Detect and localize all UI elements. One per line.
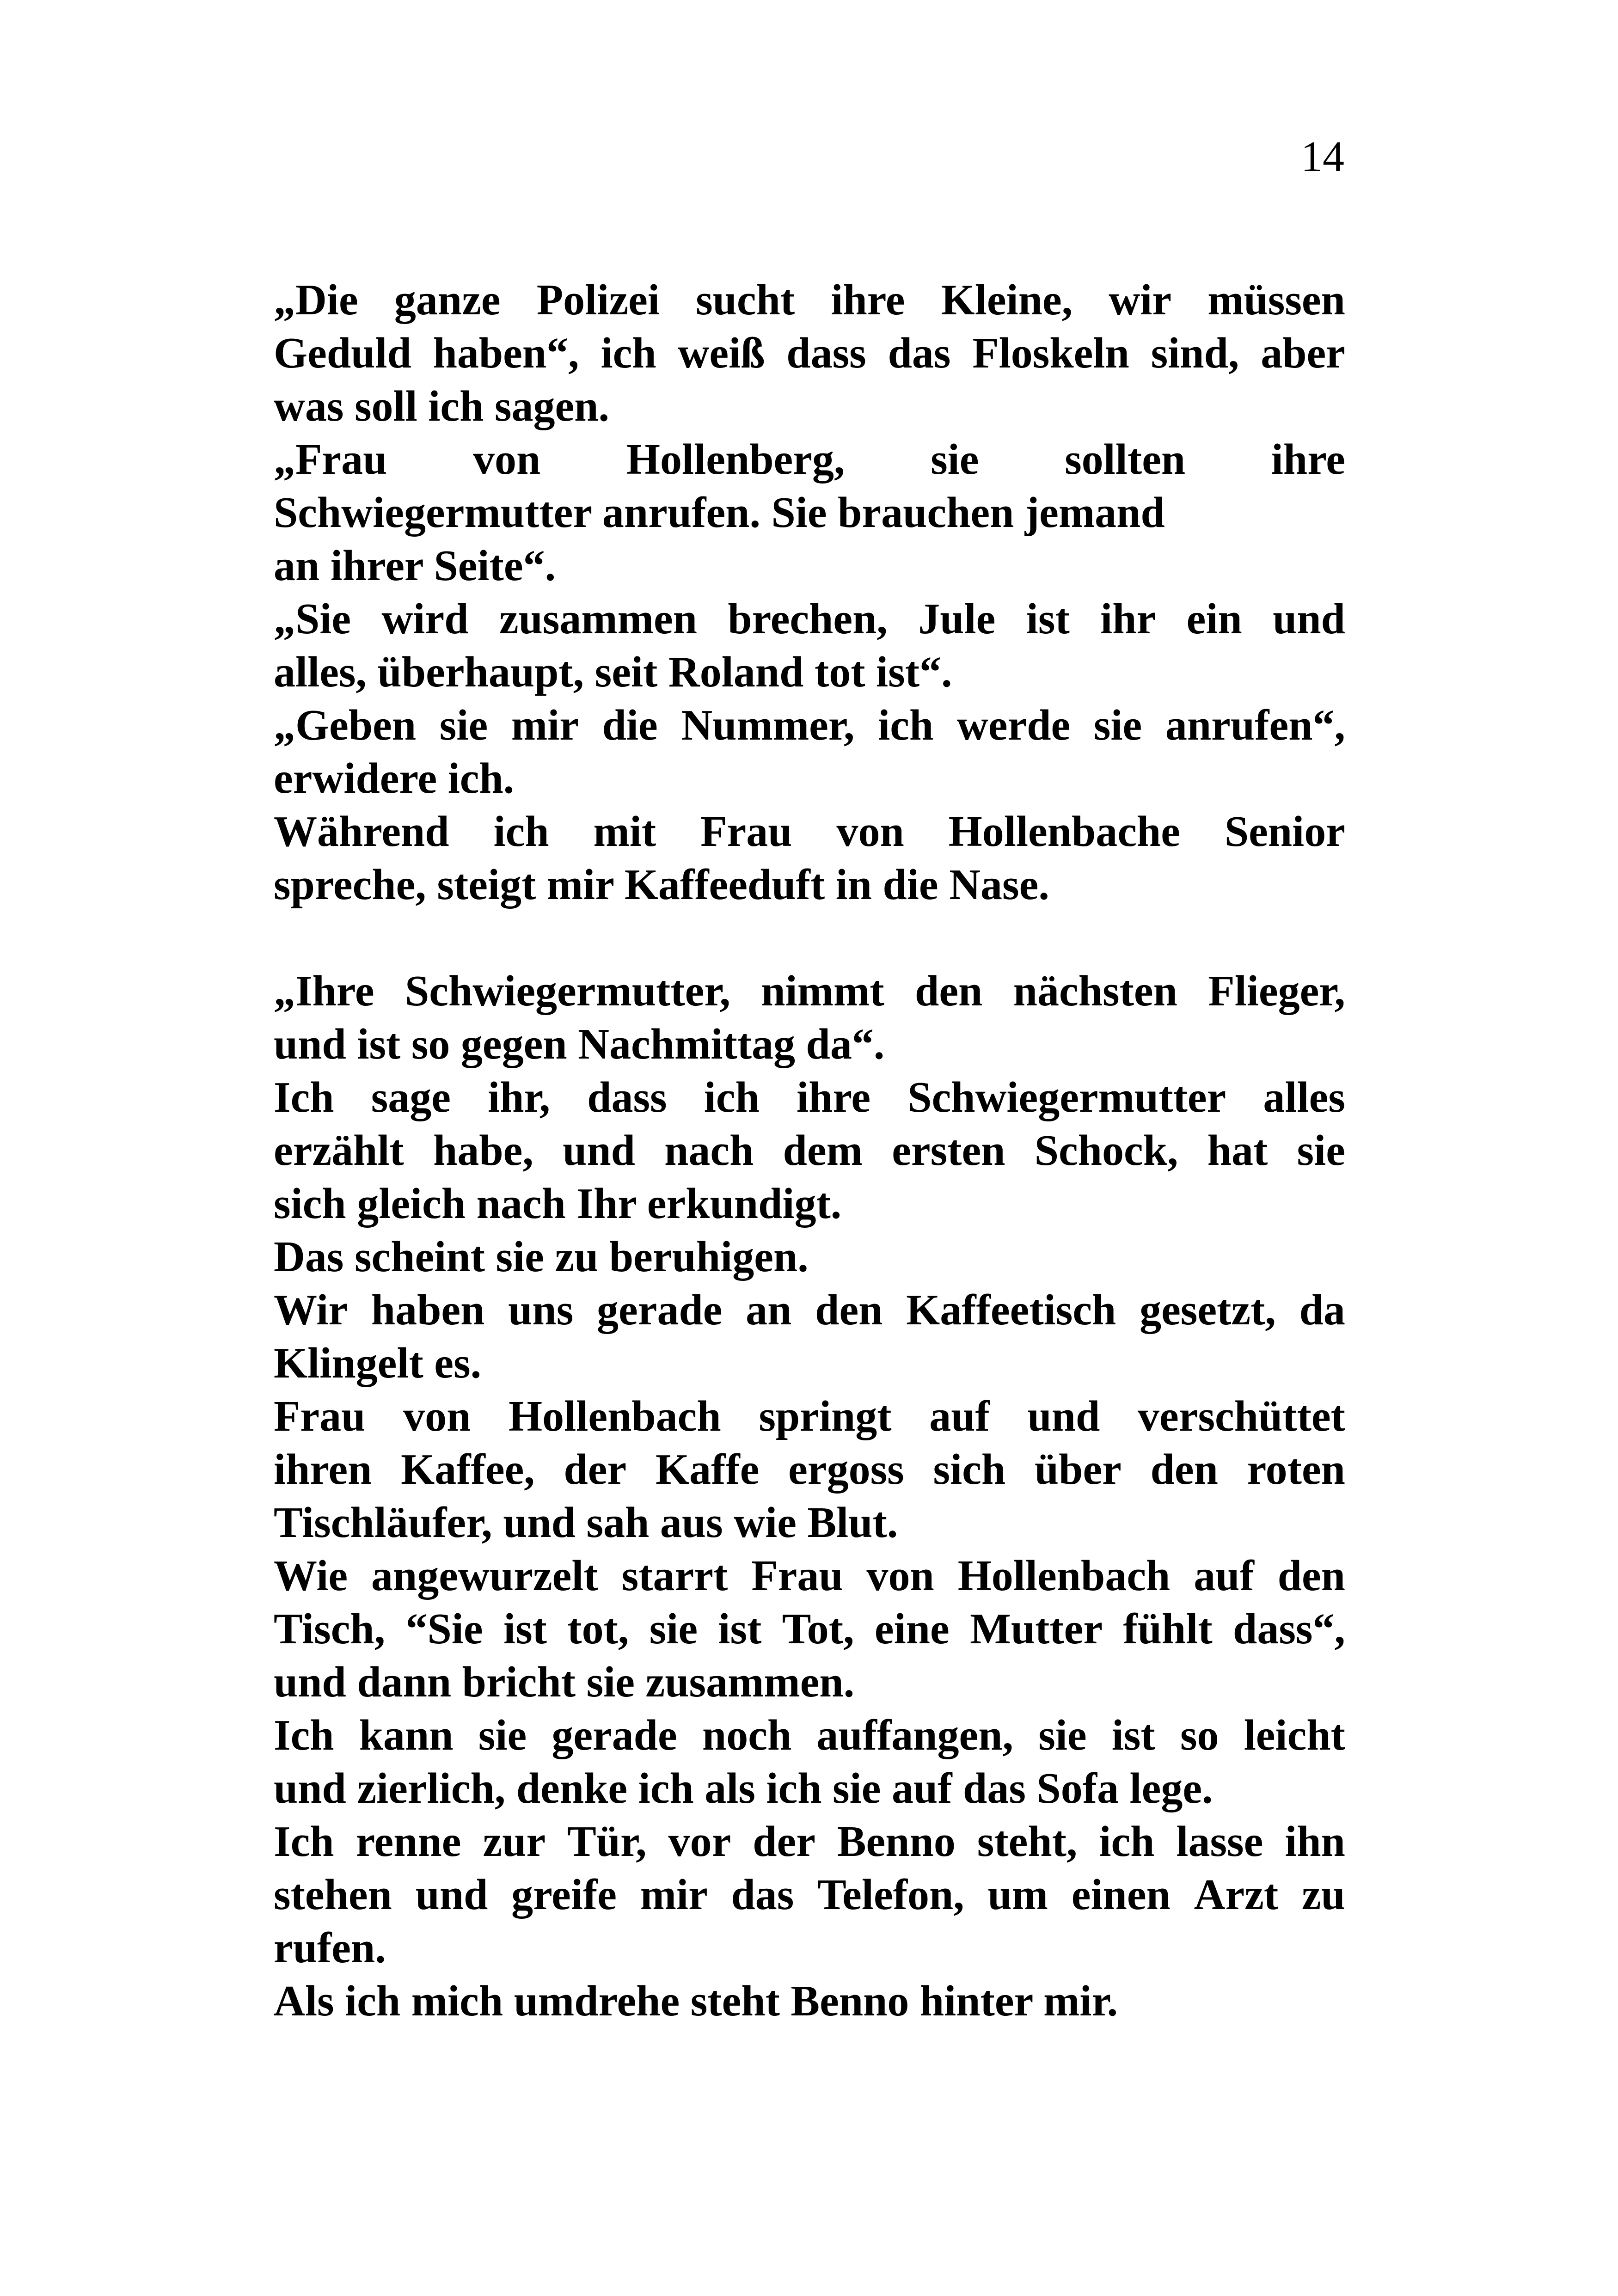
paragraph (274, 1284, 1345, 1390)
text-line: und ist so gegen Nachmittag da“. (274, 1020, 885, 1068)
word: ihr, (488, 1073, 551, 1121)
word: und (563, 1127, 635, 1175)
word: ihren (274, 1445, 372, 1494)
word: Jule (918, 595, 996, 643)
text-line: was soll ich sagen. (274, 382, 609, 430)
word: leicht (1244, 1711, 1345, 1759)
text-line (274, 593, 1345, 646)
word: sage (371, 1073, 451, 1121)
word: ist (1111, 1711, 1155, 1759)
paragraph (274, 1231, 1345, 1284)
word: aber (1261, 329, 1345, 377)
word: sie (1038, 1711, 1087, 1759)
text-line (274, 1443, 1345, 1496)
page-number: 14 (1301, 133, 1344, 181)
word: sie (649, 1605, 698, 1653)
text-line (274, 1815, 1345, 1868)
paragraph (274, 433, 1345, 593)
word: Arzt (1194, 1871, 1279, 1919)
word: brechen, (728, 595, 888, 643)
word: zusammen (499, 595, 698, 643)
word: ist (718, 1605, 762, 1653)
word: sollten (1065, 435, 1186, 484)
text-line (274, 327, 1345, 380)
paragraph (274, 965, 1345, 1071)
word: starrt (621, 1552, 728, 1600)
word: auf (1194, 1552, 1254, 1600)
word: sie (931, 435, 979, 484)
word: “Sie (405, 1605, 483, 1653)
word: Ich (274, 1711, 334, 1759)
word: sich (933, 1445, 1006, 1494)
word: und (1273, 595, 1345, 643)
word: Flieger, (1208, 967, 1345, 1015)
paragraph (274, 1975, 1345, 2028)
word: Tot, (782, 1605, 854, 1653)
word: von (473, 435, 541, 484)
word: Hollenberg, (626, 435, 845, 484)
word: ihre (796, 1073, 871, 1121)
word: der (564, 1445, 627, 1494)
text-line (274, 965, 1345, 1018)
word: dem (783, 1127, 863, 1175)
word: verschüttet (1138, 1392, 1345, 1440)
text-line (274, 1390, 1345, 1443)
word: uns (508, 1286, 574, 1334)
word: und (415, 1871, 488, 1919)
paragraph (274, 593, 1345, 699)
word: den (1150, 1445, 1218, 1494)
word: ein (1186, 595, 1242, 643)
word: Frau (700, 808, 792, 856)
word: Schwiegermutter (907, 1073, 1226, 1121)
word: nächsten (1013, 967, 1177, 1015)
word: erzählt (274, 1127, 404, 1175)
text-line (274, 1284, 1345, 1337)
word: mit (593, 808, 656, 856)
word: kann (359, 1711, 454, 1759)
word: wir (1109, 276, 1172, 324)
word: auf (929, 1392, 990, 1440)
word: habe, (433, 1127, 533, 1175)
text-line: Klingelt es. (274, 1339, 482, 1387)
word: gesetzt, (1140, 1286, 1276, 1334)
word: Frau (274, 1392, 366, 1440)
word: Hollenbache (948, 808, 1180, 856)
word: ihr (1100, 595, 1156, 643)
word: sind, (1151, 329, 1239, 377)
word: haben“, (433, 329, 579, 377)
word: so (1180, 1711, 1219, 1759)
word: ich (704, 1073, 760, 1121)
word: da (1299, 1286, 1345, 1334)
word: ihre (1271, 435, 1345, 484)
word: „Geben (274, 701, 417, 749)
word: den (1277, 1552, 1345, 1600)
word: auffangen, (816, 1711, 1014, 1759)
paragraph (274, 1815, 1345, 1975)
text-line: und zierlich, denke ich als ich sie auf das Sofa lege. (274, 1764, 1213, 1812)
word: Tür, (567, 1818, 647, 1866)
word: roten (1247, 1445, 1345, 1494)
word: Telefon, (817, 1871, 964, 1919)
word: Ich (274, 1818, 334, 1866)
paragraph (274, 805, 1345, 912)
word: von (836, 808, 904, 856)
word: Polizei (536, 276, 660, 324)
word: nach (664, 1127, 754, 1175)
paragraph (274, 1549, 1345, 1709)
word: den (815, 1286, 883, 1334)
text-line (274, 1709, 1345, 1762)
word: „Sie (274, 595, 351, 643)
word: Geduld (274, 329, 411, 377)
word: ist (1026, 595, 1070, 643)
word: ich (878, 701, 934, 749)
word: ergoss (788, 1445, 904, 1494)
word: gerade (552, 1711, 677, 1759)
word: renne (355, 1818, 461, 1866)
word: Benno (837, 1818, 956, 1866)
text-line: rufen. (274, 1924, 386, 1972)
word: Kaffe (655, 1445, 760, 1494)
word: die (602, 701, 658, 749)
word: ich (493, 808, 549, 856)
word: an (746, 1286, 792, 1334)
word: ganze (394, 276, 501, 324)
word: von (403, 1392, 471, 1440)
word: tot, (567, 1605, 629, 1653)
word: sie (439, 701, 488, 749)
paragraph (274, 1390, 1345, 1549)
word: Floskeln (972, 329, 1129, 377)
word: Hollenbach (957, 1552, 1171, 1600)
word: Ich (274, 1073, 334, 1121)
text-line: Tischläufer, und sah aus wie Blut. (274, 1499, 898, 1547)
word: anrufen“, (1165, 701, 1345, 749)
word: ich (1099, 1818, 1155, 1866)
text-line (274, 1549, 1345, 1603)
text-line: Als ich mich umdrehe steht Benno hinter mir. (274, 1977, 1118, 2025)
word: eine (874, 1605, 950, 1653)
word: dass (587, 1073, 667, 1121)
text-line: an ihrer Seite“. (274, 542, 556, 590)
word: um (987, 1871, 1048, 1919)
word: Kaffeetisch (906, 1286, 1116, 1334)
word: Frau (751, 1552, 843, 1600)
word: von (866, 1552, 934, 1600)
word: fühlt (1123, 1605, 1213, 1653)
text-line (274, 1124, 1345, 1177)
word: vor (668, 1818, 731, 1866)
text-line: Schwiegermutter anrufen. Sie brauchen jemand (274, 489, 1165, 537)
word: springt (759, 1392, 892, 1440)
word: steht, (977, 1818, 1078, 1866)
word: dass“, (1233, 1605, 1345, 1653)
word: Senior (1224, 808, 1345, 856)
word: weiß (678, 329, 765, 377)
word: Tisch, (274, 1605, 386, 1653)
paragraph (274, 699, 1345, 805)
text-line: sich gleich nach Ihr erkundigt. (274, 1180, 842, 1228)
paragraph (274, 1709, 1345, 1815)
word: gerade (597, 1286, 723, 1334)
word: ist (503, 1605, 547, 1653)
word: Schwiegermutter, (405, 967, 730, 1015)
word: „Frau (274, 435, 387, 484)
word: ihn (1285, 1818, 1345, 1866)
word: nimmt (761, 967, 884, 1015)
word: lasse (1176, 1818, 1263, 1866)
word: sie (1297, 1127, 1345, 1175)
word: Während (274, 808, 449, 856)
word: der (753, 1818, 815, 1866)
word: ersten (892, 1127, 1005, 1175)
word: haben (371, 1286, 485, 1334)
text-line (274, 433, 1345, 486)
text-line (274, 1603, 1345, 1656)
text-line: alles, überhaupt, seit Roland tot ist“. (274, 648, 952, 696)
word: Wir (274, 1286, 348, 1334)
text-line (274, 699, 1345, 752)
word: den (915, 967, 983, 1015)
text-line: und dann bricht sie zusammen. (274, 1658, 855, 1706)
word: noch (702, 1711, 792, 1759)
word: „Ihre (274, 967, 374, 1015)
text-line (274, 1868, 1345, 1922)
word: ich (601, 329, 656, 377)
word: greife (511, 1871, 617, 1919)
word: Hollenbach (509, 1392, 721, 1440)
word: werde (956, 701, 1071, 749)
word: ihre (831, 276, 905, 324)
text-line (274, 1071, 1345, 1124)
text-line: erwidere ich. (274, 754, 515, 802)
word: und (1027, 1392, 1100, 1440)
word: Nummer, (681, 701, 855, 749)
text-line (274, 805, 1345, 858)
word: einen (1071, 1871, 1171, 1919)
word: alles (1263, 1073, 1345, 1121)
word: mir (511, 701, 579, 749)
word: „Die (274, 276, 358, 324)
paragraph (274, 274, 1345, 433)
word: zu (1301, 1871, 1345, 1919)
word: Schock, (1034, 1127, 1178, 1175)
word: sie (478, 1711, 527, 1759)
word: sucht (696, 276, 795, 324)
word: müssen (1207, 276, 1345, 324)
word: zur (483, 1818, 546, 1866)
word: mir (640, 1871, 708, 1919)
word: wird (381, 595, 469, 643)
text-line: spreche, steigt mir Kaffeeduft in die Nase. (274, 861, 1049, 909)
text-line (274, 274, 1345, 327)
word: Wie (274, 1552, 348, 1600)
word: hat (1207, 1127, 1268, 1175)
word: dass (786, 329, 866, 377)
word: stehen (274, 1871, 392, 1919)
word: Mutter (970, 1605, 1103, 1653)
word: das (731, 1871, 794, 1919)
word: über (1034, 1445, 1122, 1494)
paragraph-spacer (274, 912, 1345, 965)
word: Kleine, (941, 276, 1073, 324)
text-line: Das scheint sie zu beruhigen. (274, 1233, 809, 1281)
word: sie (1093, 701, 1142, 749)
page-body-text (274, 274, 1345, 2028)
paragraph (274, 1071, 1345, 1231)
word: angewurzelt (371, 1552, 598, 1600)
word: das (888, 329, 951, 377)
word: Kaffee, (401, 1445, 535, 1494)
